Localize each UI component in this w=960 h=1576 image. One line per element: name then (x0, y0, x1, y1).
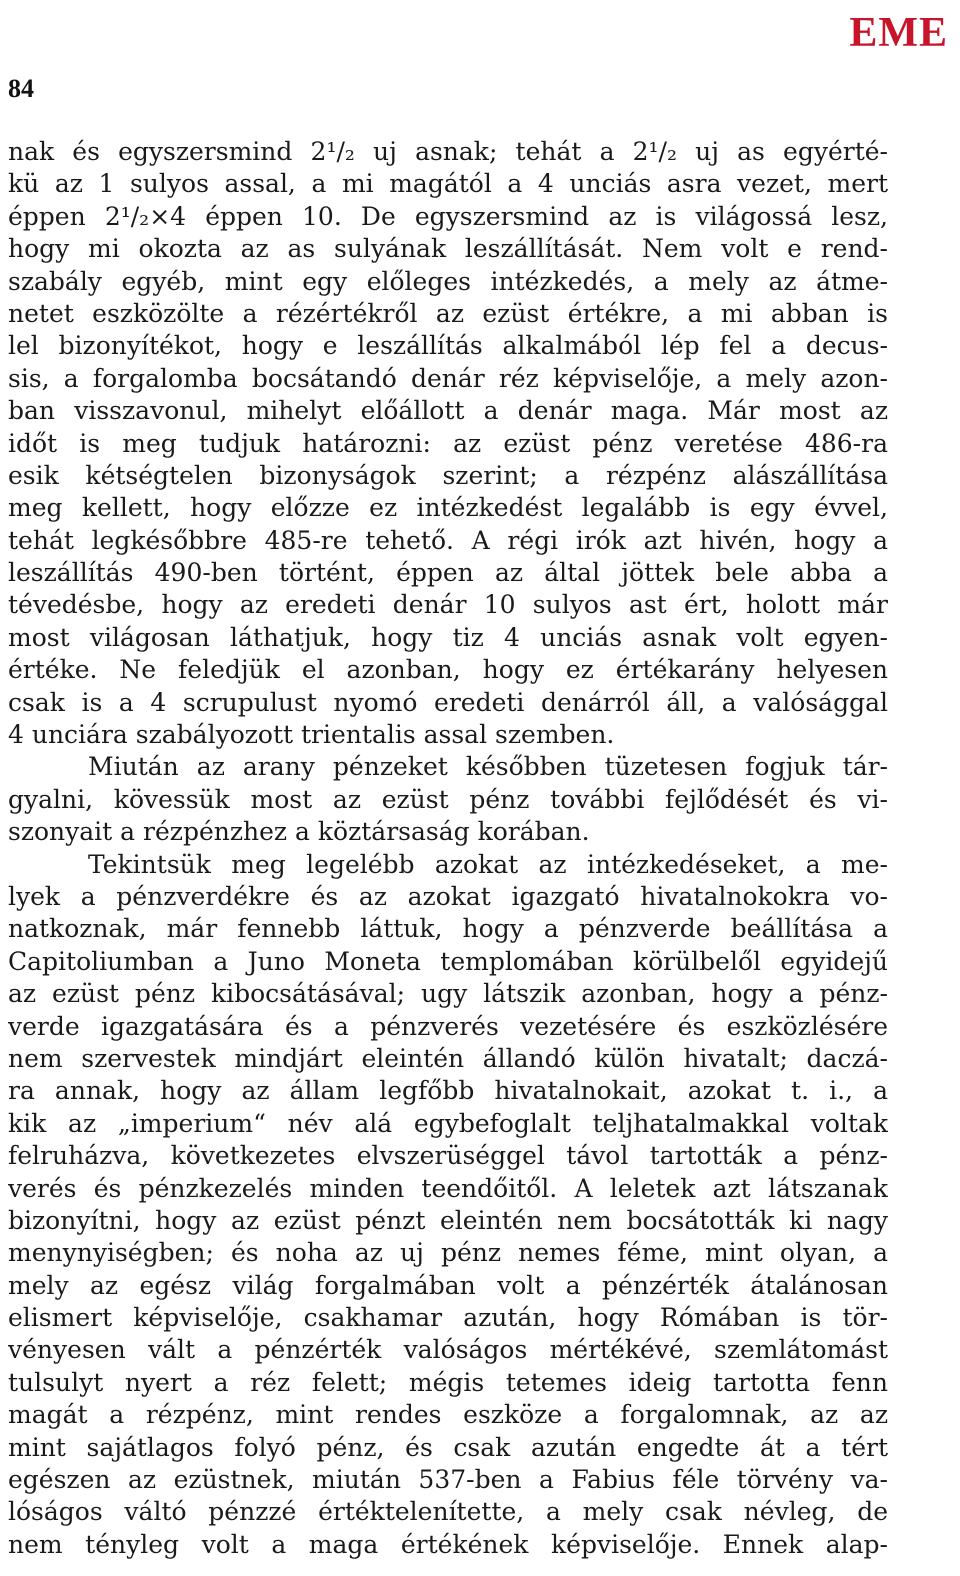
text-line: szonyait a rézpénzhez a köztársaság korában. (8, 817, 590, 847)
text-line: tévedésbe, hogy az eredeti denár 10 sulyos ast ért, holott már (8, 590, 888, 620)
text-line: leszállítás 490-ben történt, éppen az által jöttek bele abba a (8, 558, 888, 588)
text-line: hogy mi okozta az as sulyának leszállítását. Nem volt e rend- (8, 234, 888, 264)
text-line: vényesen vált a pénzérték valóságos mértékévé, szemlátomást (8, 1335, 888, 1365)
text-line: csak is a 4 scrupulust nyomó eredeti denárról áll, a valósággal (8, 687, 888, 717)
text-line: nem szervestek mindjárt eleintén állandó külön hivatalt; daczá- (8, 1043, 888, 1073)
text-line: egészen az ezüstnek, miután 537-ben a Fabius féle törvény va- (8, 1465, 888, 1495)
watermark-logo: EME (849, 10, 948, 56)
text-line: az ezüst pénz kibocsátásával; ugy látszik azonban, hogy a pénz- (8, 979, 888, 1009)
text-line: Capitoliumban a Juno Moneta templomában körülbelől egyidejű (8, 946, 888, 976)
text-line: kik az „imperium“ név alá egybefoglalt teljhatalmakkal voltak (8, 1108, 888, 1138)
text-line: tehát legkésőbbre 485-re tehető. A régi irók azt hivén, hogy a (8, 525, 888, 555)
text-line: 4 unciára szabályozott trientalis assal szemben. (8, 720, 615, 750)
text-line: szabály egyéb, mint egy előleges intézkedés, a mely az átme- (8, 266, 888, 296)
text-line: magát a rézpénz, mint rendes eszköze a forgalomnak, az az (8, 1400, 888, 1430)
text-line: éppen 2¹/₂×4 éppen 10. De egyszersmind az is világossá lesz, (8, 201, 888, 231)
text-line: esik kétségtelen bizonyságok szerint; a rézpénz alászállítása (8, 460, 888, 490)
text-line: netet eszközölte a rézértékről az ezüst értékre, a mi abban is (8, 298, 888, 328)
text-line: lóságos váltó pénzzé értéktelenítette, a mely csak névleg, de (8, 1497, 888, 1527)
text-line: tulsulyt nyert a réz felett; mégis tetemes ideig tartotta fenn (8, 1367, 888, 1397)
text-line: natkoznak, már fennebb láttuk, hogy a pénzverde beállítása a (8, 914, 888, 944)
text-line: ban visszavonul, mihelyt előállott a denár maga. Már most az (8, 396, 888, 426)
text-line: Miután az arany pénzeket későbben tüzetesen fogjuk tár- (88, 752, 888, 782)
text-line: verés és pénzkezelés minden teendőitől. A leletek azt látszanak (8, 1173, 888, 1203)
text-line: lyek a pénzverdékre és az azokat igazgató hivatalnokokra vo- (8, 881, 888, 911)
text-line: most világosan láthatjuk, hogy tiz 4 unciás asnak volt egyen- (8, 622, 888, 652)
text-line: gyalni, kövessük most az ezüst pénz további fejlődését és vi- (8, 784, 888, 814)
text-line: menynyiségben; és noha az uj pénz nemes féme, mint olyan, a (8, 1238, 888, 1268)
text-line: ra annak, hogy az állam legfőbb hivatalnokait, azokat t. i., a (8, 1076, 888, 1106)
text-line: elismert képviselője, csakhamar azután, hogy Rómában is tör- (8, 1303, 888, 1333)
text-line: nem tényleg volt a maga értékének képviselője. Ennek alap- (8, 1529, 888, 1559)
text-line: értéke. Ne feledjük el azonban, hogy ez értékarány helyesen (8, 655, 888, 685)
text-line: időt is meg tudjuk határozni: az ezüst pénz veretése 486-ra (8, 428, 888, 458)
text-line: lel bizonyítékot, hogy e leszállítás alkalmából lép fel a decus- (8, 331, 888, 361)
text-line: verde igazgatására és a pénzverés vezetésére és eszközlésére (8, 1011, 888, 1041)
text-line: meg kellett, hogy előzze ez intézkedést legalább is egy évvel, (8, 493, 888, 523)
text-line: mely az egész világ forgalmában volt a pénzérték átalánosan (8, 1270, 888, 1300)
text-line: nak és egyszersmind 2¹/₂ uj asnak; tehát a 2¹/₂ uj as egyérté- (8, 137, 888, 166)
text-line: mint sajátlagos folyó pénz, és csak azután engedte át a tért (8, 1432, 888, 1462)
text-line: Tekintsük meg legelébb azokat az intézkedéseket, a me- (88, 849, 888, 879)
text-line: bizonyítni, hogy az ezüst pénzt eleintén nem bocsátották ki nagy (8, 1205, 888, 1235)
text-line: sis, a forgalomba bocsátandó denár réz képviselője, a mely azon- (8, 363, 888, 393)
page-number: 84 (8, 74, 34, 103)
text-body (8, 136, 888, 1561)
text-line: kü az 1 sulyos assal, a mi magától a 4 unciás asra vezet, mert (8, 169, 888, 199)
text-line: felruházva, következetes elvszerüséggel távol tartották a pénz- (8, 1141, 888, 1171)
